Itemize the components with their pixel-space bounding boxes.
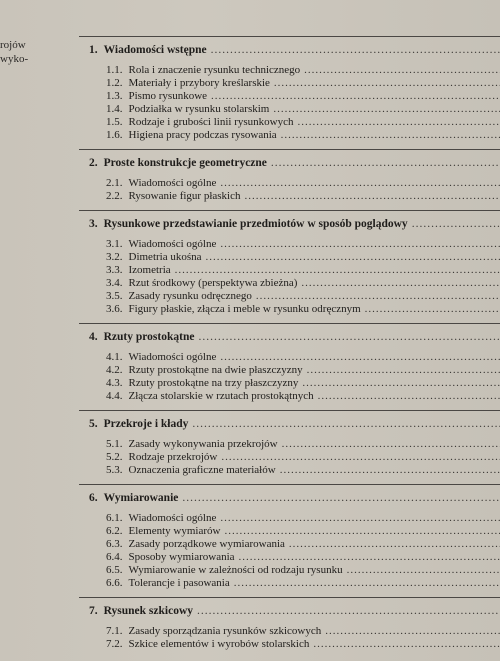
dot-leader xyxy=(365,303,500,316)
chapter-heading xyxy=(79,603,500,619)
entry-title: Podziałka w rysunku stolarskim xyxy=(128,103,270,115)
entry-title: Rodzaje przekrojów xyxy=(128,451,218,463)
entry-title: Izometria xyxy=(128,264,171,276)
dot-leader xyxy=(297,116,500,129)
entry-title: Oznaczenia graficzne materiałów xyxy=(128,464,276,476)
toc-entry xyxy=(79,190,500,203)
dot-leader xyxy=(211,42,500,58)
dot-leader xyxy=(220,512,500,525)
toc-entry xyxy=(79,238,500,251)
toc-entry xyxy=(79,290,500,303)
entry-number: 7.2. xyxy=(106,638,123,650)
toc-entry xyxy=(79,551,500,564)
entry-number: 5.1. xyxy=(106,438,123,450)
toc-entry xyxy=(79,264,500,277)
toc-entry xyxy=(79,577,500,590)
entry-title: Zasady porządkowe wymiarowania xyxy=(128,538,285,550)
dot-leader xyxy=(304,64,500,77)
dot-leader xyxy=(347,564,500,577)
chapter-title: Przekroje i kłady xyxy=(103,418,189,430)
dot-leader xyxy=(175,264,500,277)
entry-title: Rzut środkowy (perspektywa zbieżna) xyxy=(128,277,298,289)
entry-title: Pismo rysunkowe xyxy=(128,90,208,102)
dot-leader xyxy=(197,603,500,619)
left-margin-fragment xyxy=(0,38,40,66)
chapter-heading xyxy=(79,216,500,232)
dot-leader xyxy=(192,416,500,432)
toc-entry xyxy=(79,390,500,403)
chapter-title: Wymiarowanie xyxy=(103,492,179,504)
entry-title: Rola i znaczenie rysunku technicznego xyxy=(128,64,301,76)
dot-leader xyxy=(273,103,500,116)
chapter-number: 7. xyxy=(89,605,98,617)
margin-text-line: rojów xyxy=(0,39,26,51)
entry-number: 3.6. xyxy=(106,303,123,315)
entry-title: Zasady sporządzania rysunków szkicowych xyxy=(128,625,322,637)
dot-leader xyxy=(281,129,500,142)
dot-leader xyxy=(234,577,500,590)
chapter-title: Rzuty prostokątne xyxy=(103,331,195,343)
dot-leader xyxy=(220,351,500,364)
entry-title: Zasady wykonywania przekrojów xyxy=(128,438,278,450)
dot-leader xyxy=(198,329,500,345)
dot-leader xyxy=(256,290,500,303)
dot-leader xyxy=(220,177,500,190)
dot-leader xyxy=(224,525,500,538)
entry-number: 3.4. xyxy=(106,277,123,289)
toc-entry xyxy=(79,116,500,129)
toc-entry xyxy=(79,90,500,103)
toc-entry xyxy=(79,129,500,142)
toc-entry xyxy=(79,64,500,77)
toc-chapter-6 xyxy=(79,485,500,597)
toc-chapter-4 xyxy=(79,324,500,410)
entry-number: 6.6. xyxy=(106,577,123,589)
entry-title: Materiały i przybory kreślarskie xyxy=(128,77,270,89)
entry-title: Dimetria ukośna xyxy=(128,251,202,263)
entry-number: 2.1. xyxy=(106,177,123,189)
toc-entry xyxy=(79,77,500,90)
chapter-heading xyxy=(79,490,500,506)
entry-title: Wiadomości ogólne xyxy=(128,177,217,189)
entry-number: 4.2. xyxy=(106,364,123,376)
toc-entry xyxy=(79,525,500,538)
entry-title: Figury płaskie, złącza i meble w rysunku odręcznym xyxy=(128,303,361,315)
entry-number: 3.2. xyxy=(106,251,123,263)
dot-leader xyxy=(325,625,500,638)
toc-entry xyxy=(79,638,500,651)
toc-entry xyxy=(79,303,500,316)
entry-number: 4.1. xyxy=(106,351,123,363)
entry-number: 1.6. xyxy=(106,129,123,141)
chapter-number: 6. xyxy=(89,492,98,504)
entry-title: Wymiarowanie w zależności od rodzaju rysunku xyxy=(128,564,343,576)
toc-chapter-7 xyxy=(79,598,500,658)
chapter-heading xyxy=(79,155,500,171)
toc-entry xyxy=(79,512,500,525)
entry-title: Tolerancje i pasowania xyxy=(128,577,230,589)
entry-title: Higiena pracy podczas rysowania xyxy=(128,129,277,141)
entry-number: 7.1. xyxy=(106,625,123,637)
dot-leader xyxy=(302,377,500,390)
entry-title: Elementy wymiarów xyxy=(128,525,221,537)
toc-entry xyxy=(79,251,500,264)
dot-leader xyxy=(282,438,500,451)
dot-leader xyxy=(289,538,500,551)
toc-entry xyxy=(79,451,500,464)
entry-title: Rodzaje i grubości linii rysunkowych xyxy=(128,116,294,128)
dot-leader xyxy=(412,216,500,232)
entry-number: 6.3. xyxy=(106,538,123,550)
toc-entry xyxy=(79,377,500,390)
chapter-title: Proste konstrukcje geometryczne xyxy=(103,157,267,169)
entry-number: 1.4. xyxy=(106,103,123,115)
toc-entry xyxy=(79,364,500,377)
dot-leader xyxy=(318,390,500,403)
entry-number: 5.3. xyxy=(106,464,123,476)
chapter-number: 2. xyxy=(89,157,98,169)
chapter-number: 4. xyxy=(89,331,98,343)
entry-title: Sposoby wymiarowania xyxy=(128,551,235,563)
chapter-heading xyxy=(79,42,500,58)
toc-entry xyxy=(79,277,500,290)
toc-chapter-3 xyxy=(79,211,500,323)
entry-number: 6.4. xyxy=(106,551,123,563)
entry-number: 6.2. xyxy=(106,525,123,537)
dot-leader xyxy=(211,90,500,103)
entry-number: 3.1. xyxy=(106,238,123,250)
toc-entry xyxy=(79,438,500,451)
chapter-heading xyxy=(79,329,500,345)
toc-chapter-5 xyxy=(79,411,500,484)
chapter-number: 3. xyxy=(89,218,98,230)
dot-leader xyxy=(280,464,500,477)
dot-leader xyxy=(239,551,500,564)
toc-entry xyxy=(79,538,500,551)
toc-chapter-2 xyxy=(79,150,500,210)
dot-leader xyxy=(221,451,500,464)
table-of-contents xyxy=(79,36,500,658)
toc-entry xyxy=(79,625,500,638)
toc-chapter-1 xyxy=(79,37,500,149)
chapter-number: 5. xyxy=(89,418,98,430)
chapter-title: Rysunkowe przedstawianie przedmiotów w sposób poglądowy xyxy=(103,218,408,230)
entry-title: Zasady rysunku odręcznego xyxy=(128,290,252,302)
dot-leader xyxy=(307,364,500,377)
entry-title: Wiadomości ogólne xyxy=(128,351,217,363)
toc-entry xyxy=(79,351,500,364)
entry-number: 4.4. xyxy=(106,390,123,402)
dot-leader xyxy=(274,77,500,90)
entry-number: 4.3. xyxy=(106,377,123,389)
chapter-number: 1. xyxy=(89,44,98,56)
entry-number: 2.2. xyxy=(106,190,123,202)
entry-number: 1.5. xyxy=(106,116,123,128)
entry-number: 1.2. xyxy=(106,77,123,89)
dot-leader xyxy=(220,238,500,251)
entry-number: 3.3. xyxy=(106,264,123,276)
entry-title: Rzuty prostokątne na dwie płaszczyzny xyxy=(128,364,303,376)
entry-number: 1.3. xyxy=(106,90,123,102)
entry-number: 3.5. xyxy=(106,290,123,302)
toc-entry xyxy=(79,177,500,190)
entry-number: 5.2. xyxy=(106,451,123,463)
dot-leader xyxy=(271,155,500,171)
chapter-title: Rysunek szkicowy xyxy=(103,605,193,617)
entry-title: Rysowanie figur płaskich xyxy=(128,190,241,202)
entry-number: 6.5. xyxy=(106,564,123,576)
dot-leader xyxy=(244,190,500,203)
chapter-heading xyxy=(79,416,500,432)
entry-title: Wiadomości ogólne xyxy=(128,512,217,524)
dot-leader xyxy=(182,490,500,506)
dot-leader xyxy=(313,638,500,651)
toc-entry xyxy=(79,564,500,577)
entry-number: 6.1. xyxy=(106,512,123,524)
entry-title: Złącza stolarskie w rzutach prostokątnych xyxy=(128,390,314,402)
dot-leader xyxy=(301,277,500,290)
entry-number: 1.1. xyxy=(106,64,123,76)
chapter-title: Wiadomości wstępne xyxy=(103,44,207,56)
toc-entry xyxy=(79,464,500,477)
toc-entry xyxy=(79,103,500,116)
entry-title: Szkice elementów i wyrobów stolarskich xyxy=(128,638,310,650)
dot-leader xyxy=(206,251,500,264)
entry-title: Rzuty prostokątne na trzy płaszczyzny xyxy=(128,377,299,389)
margin-text-line: wyko- xyxy=(0,53,29,65)
entry-title: Wiadomości ogólne xyxy=(128,238,217,250)
